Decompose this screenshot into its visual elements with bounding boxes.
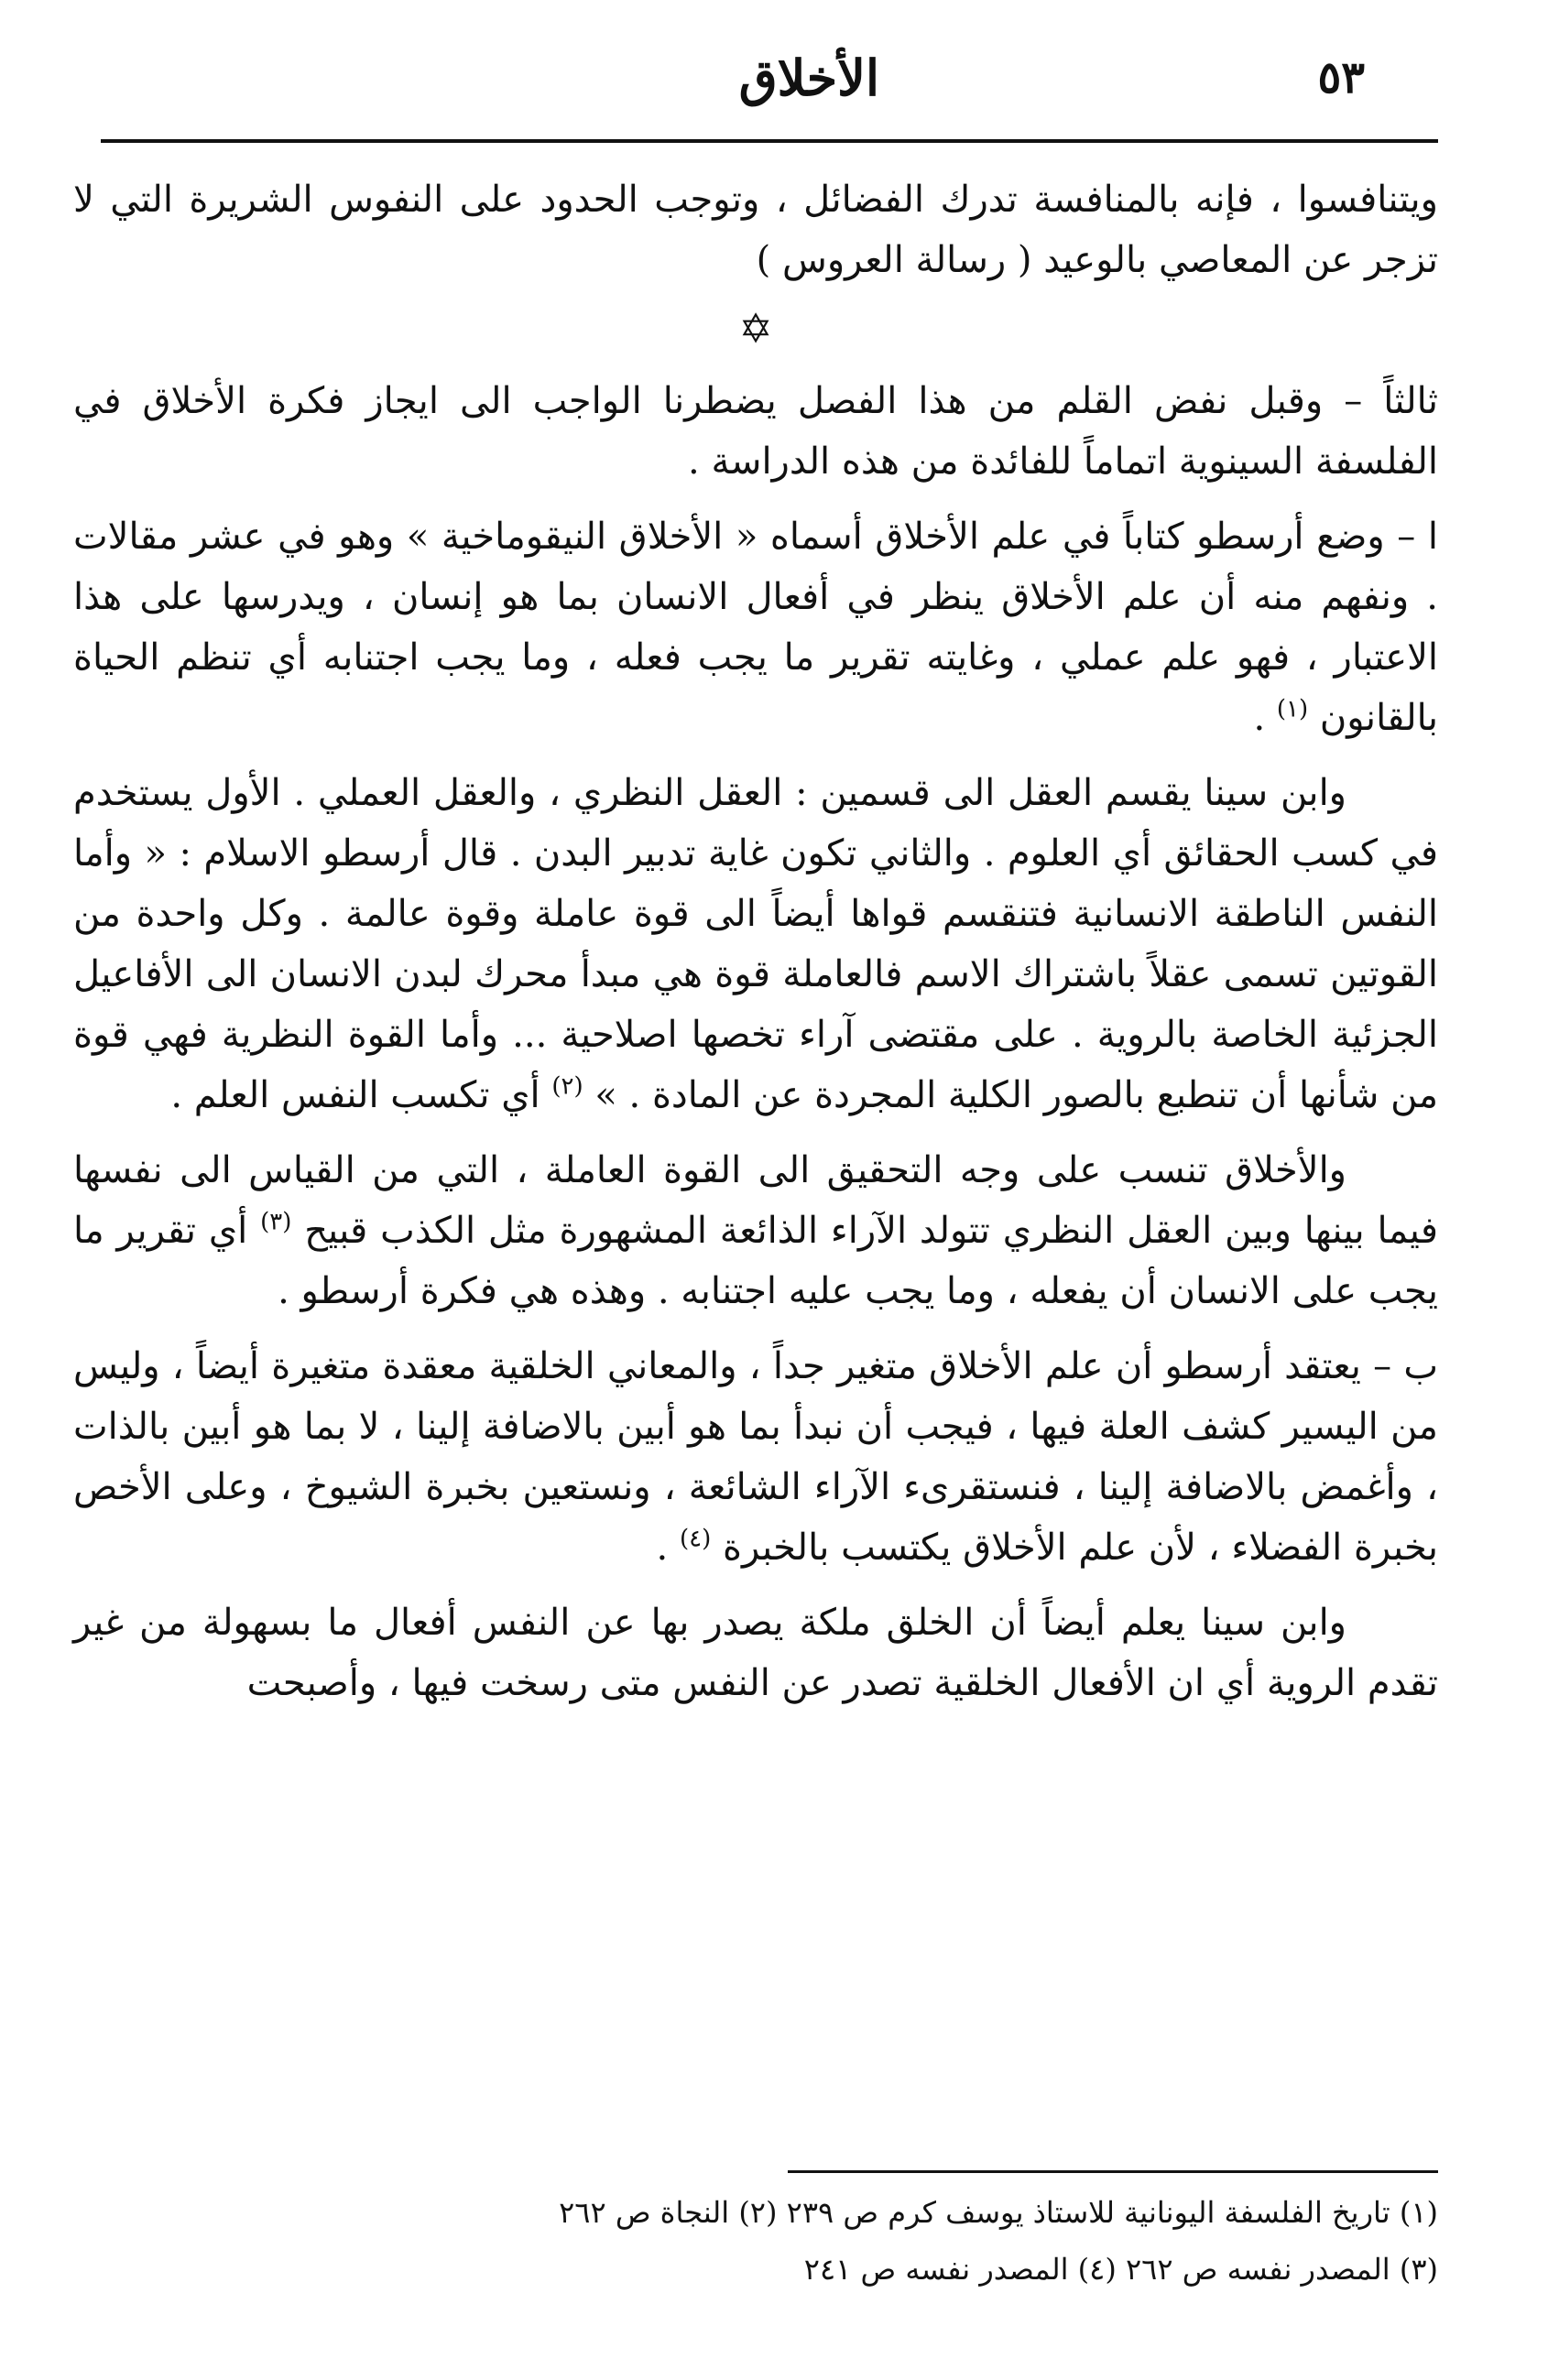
paragraph-7-text: وابن سينا يعلم أيضاً أن الخلق ملكة يصدر بها عن النفس أفعال ما بسهولة من غير تقدم الروية أي ان الأفعال الخلقية تصدر عن النفس متى رسخت فيها ، وأصبحت [73,1602,1438,1704]
footnote-ref-2: (٢) [551,1072,583,1101]
footnote-rule [788,2170,1438,2173]
page-header [101,37,1438,119]
star-separator [73,298,1438,362]
paragraph-4-end: أي تكسب النفس العلم . [170,1074,552,1116]
paragraph-5 [73,1140,1438,1321]
footnote-line-2: (٣) المصدر نفسه ص ٢٦٢ (٤) المصدر نفسه ص ٢٤١ [803,2252,1438,2287]
footnotes [275,2184,1438,2298]
paragraph-6-end: . [656,1527,680,1569]
running-title: الأخلاق [738,49,879,107]
page-number: ٥٣ [1317,52,1365,103]
footnote-ref-3: (٣) [260,1208,292,1236]
paragraph-5-text: والأخلاق تنسب على وجه التحقيق الى القوة العاملة ، التي من القياس الى نفسها فيما بينها وبين العقل النظري تتولد الآراء الذائعة المشهورة مثل الكذب قبيح [73,1149,1438,1252]
paragraph-6-text: ب – يعتقد أرسطو أن علم الأخلاق متغير جداً ، والمعاني الخلقية معقدة متغيرة أيضاً ، وليس من اليسير كشف العلة فيها ، فيجب أن نبدأ بما هو أبين بالاضافة إلينا ، لا بما هو أبين بالذات ، وأغمض بالاضافة إلينا ، فنستقرىء الآراء الشائعة ، ونستعين بخبرة الشيوخ ، وعلى الأخص بخبرة الفضلاء ، لأن علم الأخلاق يكتسب بالخبرة [73,1345,1438,1569]
paragraph-4 [73,763,1438,1125]
paragraph-3-end: . [1253,697,1277,739]
paragraph-3-text: ا – وضع أرسطو كتاباً في علم الأخلاق أسماه « الأخلاق النيقوماخية » وهو في عشر مقالات . ونفهم منه أن علم الأخلاق ينظر في أفعال الانسان بما هو إنسان ، ويدرسها على هذا الاعتبار ، فهو علم عملي ، وغايته تقرير ما يجب فعله ، وما يجب اجتنابه أي تنظم الحياة بالقانون [73,516,1438,739]
paragraph-2-text: ثالثاً – وقبل نفض القلم من هذا الفصل يضطرنا الواجب الى ايجاز فكرة الأخلاق في الفلسفة السينوية اتماماً للفائدة من هذه الدراسة . [73,380,1438,483]
paragraph-4-text: وابن سينا يقسم العقل الى قسمين : العقل النظري ، والعقل العملي . الأول يستخدم في كسب الحقائق أي العلوم . والثاني تكون غاية تدبير البدن . قال أرسطو الاسلام : « وأما النفس الناطقة الانسانية فتنقسم قواها أيضاً الى قوة عاملة وقوة عالمة . وكل واحدة من القوتين تسمى عقلاً باشتراك الاسم فالعاملة قوة هي مبدأ محرك لبدن الانسان الى الأفاعيل الجزئية الخاصة بالروية . على مقتضى آراء تخصها اصلاحية ... وأما القوة النظرية فهي قوة من شأنها أن تنطبع بالصور الكلية المجردة عن المادة . » [73,772,1438,1116]
star-icon: ✡ [738,306,773,353]
paragraph-7 [73,1592,1438,1713]
header-rule [101,139,1438,143]
paragraph-2 [73,371,1438,492]
body-text [73,169,1438,1713]
paragraph-3 [73,506,1438,748]
paragraph-1-text: ويتنافسوا ، فإنه بالمنافسة تدرك الفضائل ، وتوجب الحدود على النفوس الشريرة التي لا تزجر عن المعاصي بالوعيد ( رسالة العروس ) [73,179,1438,281]
paragraph-1 [73,169,1438,290]
footnote-ref-1: (١) [1276,695,1309,723]
paragraph-6 [73,1336,1438,1578]
paragraph-5-end: أي تقرير ما يجب على الانسان أن يفعله ، وما يجب عليه اجتنابه . وهذه هي فكرة أرسطو . [73,1210,1438,1312]
footnote-ref-4: (٤) [679,1525,712,1553]
footnote-line-1: (١) تاريخ الفلسفة اليونانية للاستاذ يوسف كرم ص ٢٣٩ (٢) النجاة ص ٢٦٢ [559,2195,1438,2230]
